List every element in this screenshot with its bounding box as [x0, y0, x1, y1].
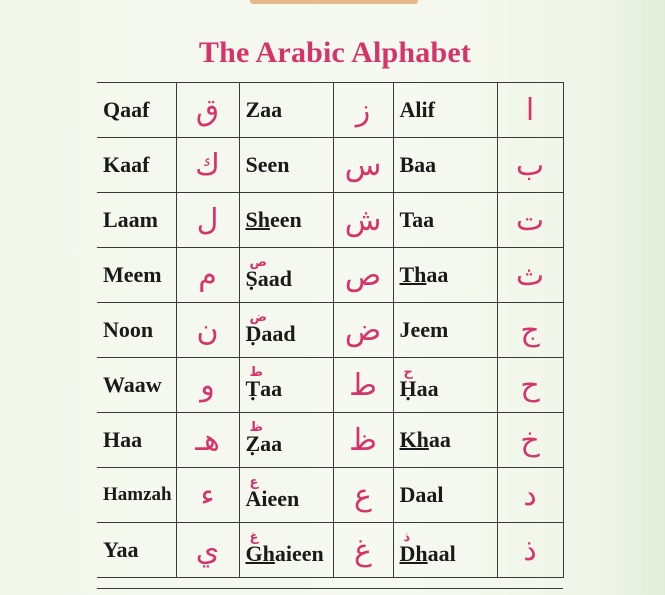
arabic-letter: ا	[497, 83, 563, 138]
small-letter-mark: غ	[249, 530, 259, 545]
letter-name	[239, 413, 333, 468]
letter-name	[239, 193, 333, 248]
table-row	[97, 413, 563, 468]
letter-name	[393, 138, 497, 193]
table-row	[97, 468, 563, 523]
name-suffix: Zaa	[245, 97, 283, 122]
small-letter-mark: ط	[249, 365, 264, 380]
name-suffix: aa	[428, 427, 451, 452]
name-underlined-digraph: Dh	[399, 541, 428, 566]
arabic-letter: ض	[333, 303, 393, 358]
letter-name	[393, 523, 497, 578]
name-suffix: Ẓaa	[245, 431, 283, 456]
arabic-letter: خ	[497, 413, 563, 468]
table-row	[97, 523, 563, 578]
arabic-letter: ق	[176, 83, 239, 138]
arabic-letter: ث	[497, 248, 563, 303]
letter-name	[393, 248, 497, 303]
small-letter-mark: ض	[249, 310, 267, 325]
name-suffix: een	[269, 207, 302, 232]
page-title: The Arabic Alphabet	[198, 36, 472, 69]
small-letter-mark: ظ	[249, 420, 264, 435]
letter-name	[239, 303, 333, 358]
name-underlined-digraph: Th	[399, 262, 427, 287]
letter-name: Hamzah	[97, 468, 176, 523]
name-underlined-digraph: Gh	[245, 541, 275, 566]
arabic-letter: هـ	[176, 413, 239, 468]
name-suffix: Aieen	[245, 486, 300, 511]
name-suffix: Alif	[399, 97, 435, 122]
name-suffix: Jeem	[399, 317, 449, 342]
letter-name: Qaaf	[97, 83, 176, 138]
alphabet-table	[97, 82, 564, 578]
arabic-letter: د	[497, 468, 563, 523]
name-underlined-digraph: Sh	[245, 207, 270, 232]
arabic-letter: ص	[333, 248, 393, 303]
letter-name	[393, 83, 497, 138]
letter-name	[239, 358, 333, 413]
letter-name	[393, 413, 497, 468]
arabic-letter: ح	[497, 358, 563, 413]
arabic-letter: م	[176, 248, 239, 303]
letter-name	[393, 193, 497, 248]
arabic-letter: ت	[497, 193, 563, 248]
small-letter-mark: ذ	[403, 530, 411, 545]
letter-name	[393, 303, 497, 358]
name-suffix: aieen	[274, 541, 324, 566]
name-suffix: Ṭaa	[245, 376, 283, 401]
small-letter-mark: ص	[249, 255, 267, 270]
arabic-letter: ن	[176, 303, 239, 358]
small-letter-mark: ع	[249, 475, 259, 490]
arabic-letter: ك	[176, 138, 239, 193]
letter-name: Waaw	[97, 358, 176, 413]
arabic-letter: ط	[333, 358, 393, 413]
arabic-letter: ء	[176, 468, 239, 523]
name-suffix: Taa	[399, 207, 435, 232]
arabic-letter: س	[333, 138, 393, 193]
arabic-letter: ج	[497, 303, 563, 358]
letter-name	[239, 248, 333, 303]
arabic-letter: ل	[176, 193, 239, 248]
name-suffix: Daal	[399, 482, 444, 507]
name-suffix: Ḥaa	[399, 376, 439, 401]
letter-name	[393, 468, 497, 523]
name-suffix: aal	[427, 541, 456, 566]
letter-name: Yaa	[97, 523, 176, 578]
arabic-letter: ذ	[497, 523, 563, 578]
table-bottom-rule	[97, 588, 563, 589]
name-suffix: aa	[426, 262, 449, 287]
name-suffix: Seen	[245, 152, 290, 177]
letter-name	[239, 523, 333, 578]
table-row	[97, 303, 563, 358]
table-row	[97, 193, 563, 248]
letter-name	[239, 468, 333, 523]
letter-name: Noon	[97, 303, 176, 358]
table-row	[97, 138, 563, 193]
table-row	[97, 248, 563, 303]
arabic-letter: غ	[333, 523, 393, 578]
small-letter-mark: ح	[403, 365, 413, 380]
letter-name: Laam	[97, 193, 176, 248]
arabic-letter: ي	[176, 523, 239, 578]
letter-name: Kaaf	[97, 138, 176, 193]
letter-name: Haa	[97, 413, 176, 468]
arabic-letter: ع	[333, 468, 393, 523]
arabic-letter: ب	[497, 138, 563, 193]
letter-name: Meem	[97, 248, 176, 303]
arabic-letter: ش	[333, 193, 393, 248]
letter-name	[239, 138, 333, 193]
top-tab-decoration	[250, 0, 418, 4]
letter-name	[239, 83, 333, 138]
name-suffix: Ḍaad	[245, 321, 296, 346]
page-edge-shadow	[595, 0, 665, 595]
name-suffix: Ṣaad	[245, 266, 292, 291]
arabic-letter: و	[176, 358, 239, 413]
arabic-letter: ظ	[333, 413, 393, 468]
letter-name	[393, 358, 497, 413]
table-row	[97, 83, 563, 138]
table-row	[97, 358, 563, 413]
name-underlined-digraph: Kh	[399, 427, 429, 452]
arabic-letter: ز	[333, 83, 393, 138]
name-suffix: Baa	[399, 152, 437, 177]
